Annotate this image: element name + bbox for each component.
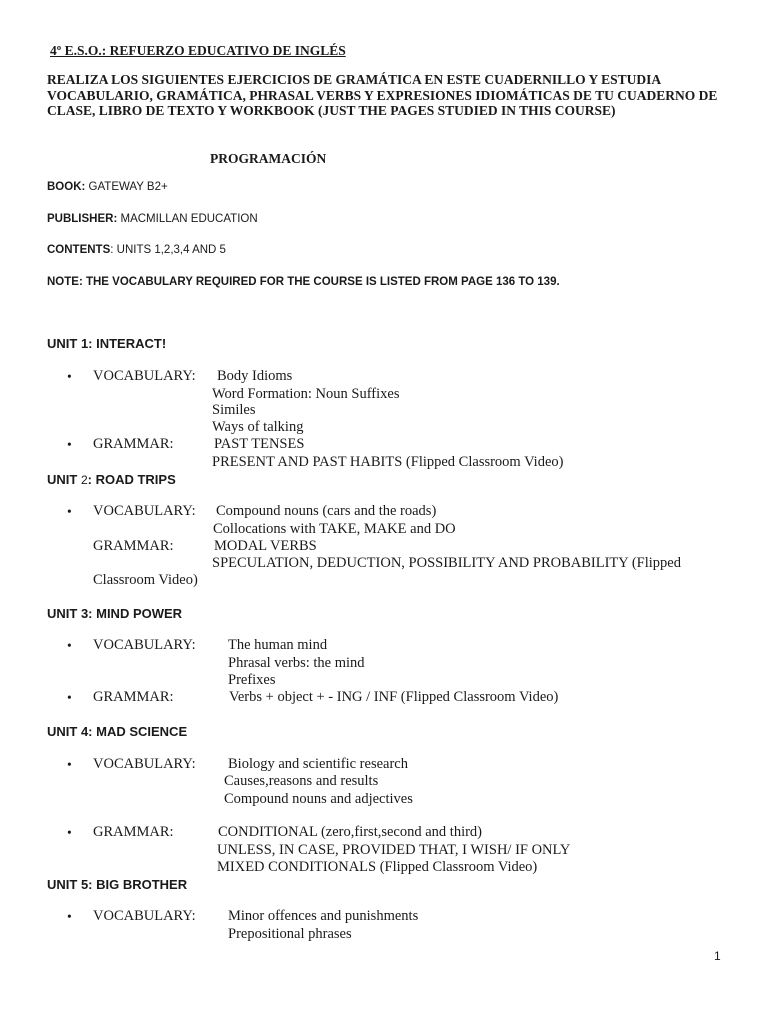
unit-5-vocab-item: Prepositional phrases [228, 926, 352, 942]
book-label: BOOK: [47, 181, 86, 193]
unit-2-heading-number: 2 [80, 473, 88, 487]
unit-5-vocab-item: Minor offences and punishments [228, 908, 419, 924]
unit-2-heading-title: : ROAD TRIPS [87, 472, 176, 487]
page-number: 1 [714, 949, 721, 963]
unit-1-vocab-label: VOCABULARY: [93, 368, 196, 384]
unit-1-vocab-item: Similes [212, 402, 256, 418]
publisher-label: PUBLISHER: [47, 213, 118, 225]
unit-5-vocab-label: VOCABULARY: [93, 908, 196, 924]
document-title: 4º E.S.O.: REFUERZO EDUCATIVO DE INGLÉS [50, 43, 346, 58]
unit-3-heading: UNIT 3: MIND POWER [47, 606, 183, 621]
unit-4-grammar-item: MIXED CONDITIONALS (Flipped Classroom Video) [217, 859, 538, 875]
unit-4-vocab-item: Biology and scientific research [228, 756, 408, 772]
book-line [47, 181, 168, 193]
unit-2-grammar-item: MODAL VERBS [214, 538, 317, 554]
unit-3-vocab-item: The human mind [228, 637, 328, 653]
unit-4-grammar-item: CONDITIONAL (zero,first,second and third) [218, 824, 483, 840]
publisher-line [47, 213, 258, 225]
unit-5-heading: UNIT 5: BIG BROTHER [47, 877, 188, 892]
instructions-paragraph: REALIZA LOS SIGUIENTES EJERCICIOS DE GRAMÁTICA EN ESTE CUADERNILLO Y ESTUDIA VOCABULARIO, GRAMÁTICA, PHRASAL VERBS Y EXPRESIONES IDIOMÁTICAS DE TU CUADERNO DE CLASE, LIBRO DE TEXTO Y WORKBOOK (JUST THE PAGES STUDIED IN THIS COURSE) [47, 72, 718, 118]
unit-3-vocab-bullet: • [67, 638, 72, 653]
book-value: GATEWAY B2+ [88, 181, 168, 193]
unit-3-grammar-item: Verbs + object + - ING / INF (Flipped Classroom Video) [229, 689, 559, 705]
contents-value: : UNITS 1,2,3,4 AND 5 [110, 244, 226, 256]
unit-1-grammar-item: PAST TENSES [214, 436, 305, 452]
unit-4-grammar-item: UNLESS, IN CASE, PROVIDED THAT, I WISH/ IF ONLY [217, 842, 571, 858]
unit-2-vocab-label: VOCABULARY: [93, 503, 196, 519]
unit-1-grammar-bullet: • [67, 437, 72, 452]
unit-2-heading [47, 472, 176, 487]
unit-1-vocab-item: Word Formation: Noun Suffixes [212, 386, 400, 402]
unit-3-vocab-label: VOCABULARY: [93, 637, 196, 653]
unit-4-vocab-item: Compound nouns and adjectives [224, 791, 413, 807]
unit-2-grammar-item: Classroom Video) [93, 572, 198, 588]
publisher-value: MACMILLAN EDUCATION [120, 213, 258, 225]
unit-2-vocab-item: Compound nouns (cars and the roads) [216, 503, 437, 519]
unit-3-grammar-bullet: • [67, 690, 72, 705]
unit-4-vocab-item: Causes,reasons and results [224, 773, 379, 789]
contents-label: CONTENTS [47, 244, 111, 256]
unit-3-vocab-item: Prefixes [228, 672, 276, 688]
unit-4-vocab-bullet: • [67, 757, 72, 772]
unit-1-heading: UNIT 1: INTERACT! [47, 336, 167, 351]
unit-2-grammar-item: SPECULATION, DEDUCTION, POSSIBILITY AND PROBABILITY (Flipped [212, 555, 681, 571]
unit-2-grammar-label: GRAMMAR: [93, 538, 174, 554]
unit-2-vocab-item: Collocations with TAKE, MAKE and DO [213, 521, 456, 537]
unit-5-vocab-bullet: • [67, 909, 72, 924]
unit-4-heading: UNIT 4: MAD SCIENCE [47, 724, 188, 739]
vocabulary-note: NOTE: THE VOCABULARY REQUIRED FOR THE COURSE IS LISTED FROM PAGE 136 TO 139. [47, 276, 560, 288]
unit-3-grammar-label: GRAMMAR: [93, 689, 174, 705]
unit-4-grammar-bullet: • [67, 825, 72, 840]
unit-2-heading-prefix: UNIT [47, 472, 81, 487]
unit-1-vocab-item: Body Idioms [217, 368, 293, 384]
unit-1-vocab-bullet: • [67, 369, 72, 384]
unit-2-vocab-bullet: • [67, 504, 72, 519]
unit-1-grammar-item: PRESENT AND PAST HABITS (Flipped Classroom Video) [212, 454, 564, 470]
contents-line [47, 244, 226, 256]
section-title: PROGRAMACIÓN [210, 151, 327, 166]
unit-4-vocab-label: VOCABULARY: [93, 756, 196, 772]
unit-1-vocab-item: Ways of talking [212, 419, 304, 435]
unit-4-grammar-label: GRAMMAR: [93, 824, 174, 840]
unit-3-vocab-item: Phrasal verbs: the mind [228, 655, 365, 671]
unit-1-grammar-label: GRAMMAR: [93, 436, 174, 452]
